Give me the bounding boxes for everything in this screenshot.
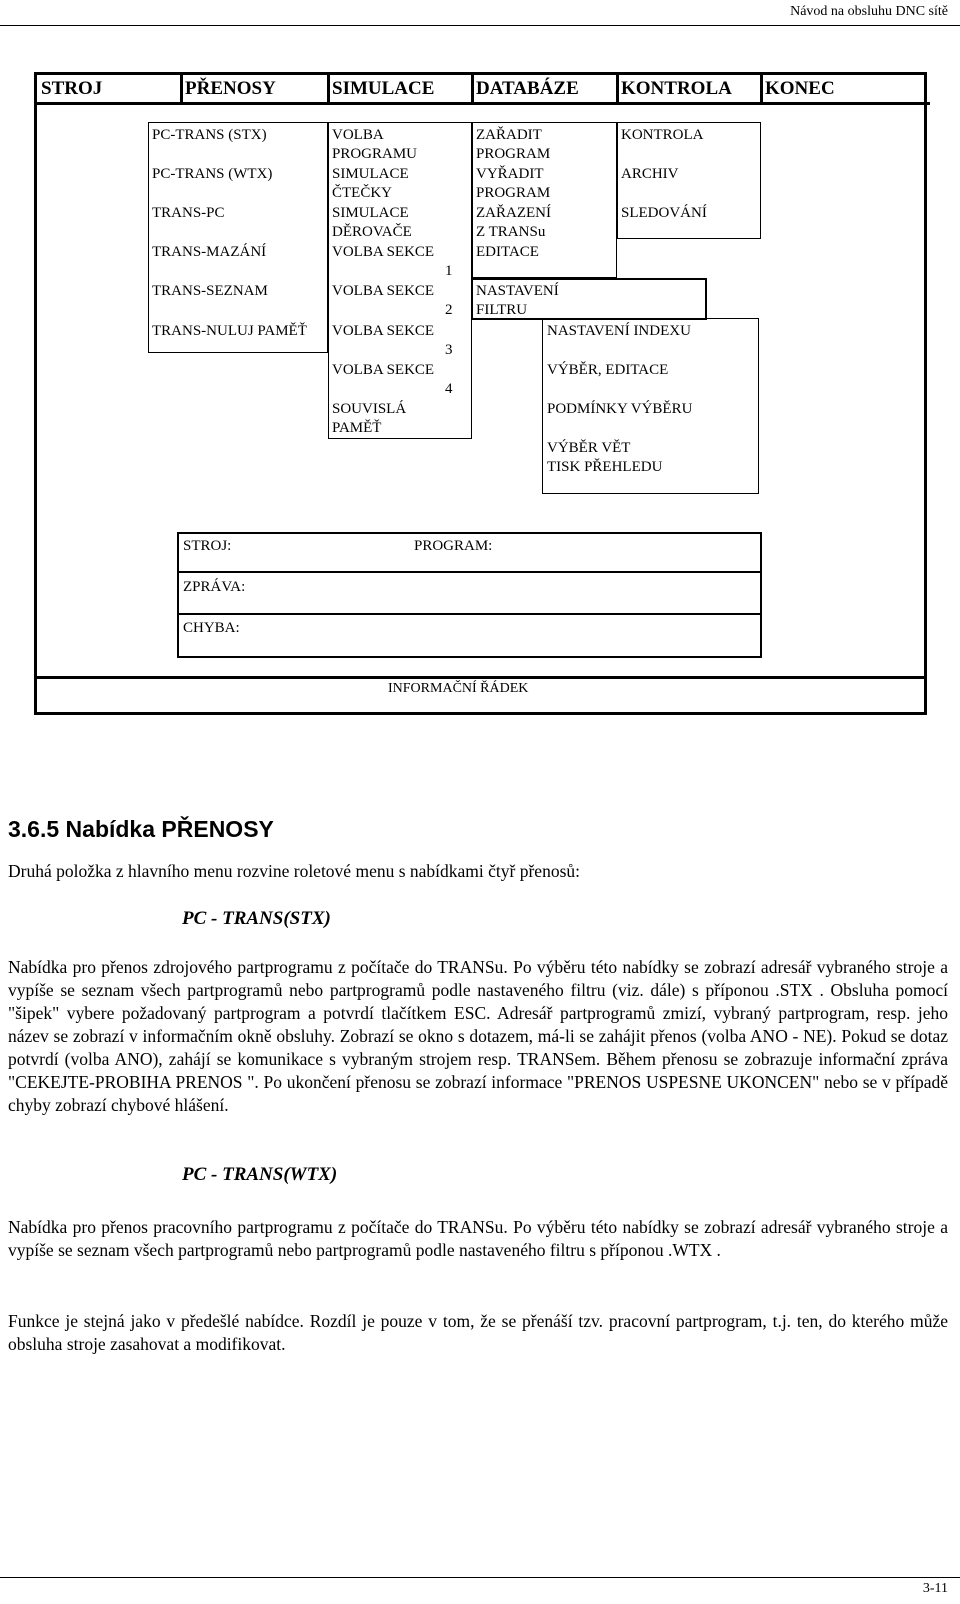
page-number: 3-11 [922,1581,948,1596]
submenu-item-simulace-derovace-line2: DĚROVAČE [332,224,412,240]
submenu-item-nastaveni-filtru[interactable]: NASTAVENÍ [476,283,559,299]
submenu-item-nastaveni-filtru-line2: FILTRU [476,302,528,318]
submenu-item-volba-sekce-4[interactable]: VOLBA SEKCE [332,362,435,378]
submenu-item-editace[interactable]: EDITACE [476,244,539,260]
footer-rule [0,1577,960,1578]
document-header-title: Návod na obsluhu DNC sítě [790,4,948,19]
submenu-item-zaradit-program-line2: PROGRAM [476,146,551,162]
paragraph-wtx: Nabídka pro přenos pracovního partprogramu z počítače do TRANSu. Po výběru této nabídky se zobrazí adresář vybraného stroje a vypíše se seznam všech partprogramů nebo partprogramů podle nastaveného filtru s příponou .WTX . [8,1217,948,1260]
header-rule [0,25,960,26]
submenu-item-volba-sekce-3[interactable]: VOLBA SEKCE [332,323,435,339]
submenu-item-kontrola[interactable]: KONTROLA [621,127,704,143]
submenu-item-pc-trans-wtx[interactable]: PC-TRANS (WTX) [152,166,273,182]
submenu-item-volba-sekce-1-number: 1 [445,263,453,279]
submenu-item-vyradit-program[interactable]: VYŘADIT [476,166,544,182]
submenu-item-sledovani[interactable]: SLEDOVÁNÍ [621,205,707,221]
menu-separator [180,75,183,102]
submenu-item-volba-sekce-4-number: 4 [445,381,453,397]
info-chyba-label: CHYBA: [183,620,240,636]
info-panel-divider [177,613,762,615]
submenu-item-souvisla-pamet-line2: PAMĚŤ [332,420,382,436]
submenu-item-podminky-vyberu[interactable]: PODMÍNKY VÝBĚRU [547,401,693,417]
menu-item-konec[interactable]: KONEC [765,78,835,99]
menu-item-stroj[interactable]: STROJ [41,78,103,99]
menu-separator [471,75,474,102]
submenu-item-pc-trans-stx[interactable]: PC-TRANS (STX) [152,127,267,143]
submenu-item-trans-pc[interactable]: TRANS-PC [152,205,225,221]
menu-item-kontrola[interactable]: KONTROLA [621,78,732,99]
submenu-item-volba-sekce-3-number: 3 [445,342,453,358]
menu-separator [760,75,763,102]
submenu-item-souvisla-pamet[interactable]: SOUVISLÁ [332,401,407,417]
submenu-item-zaradit-program[interactable]: ZAŘADIT [476,127,542,143]
subheading-pc-trans-stx: PC - TRANS(STX) [182,908,331,929]
submenu-item-simulace-ctecky[interactable]: SIMULACE [332,166,409,182]
menu-separator [616,75,619,102]
menu-item-prenosy[interactable]: PŘENOSY [185,78,276,99]
info-zprava-label: ZPRÁVA: [183,579,246,595]
menu-item-databaze[interactable]: DATABÁZE [476,78,579,99]
intro-paragraph: Druhá položka z hlavního menu rozvine roletové menu s nabídkami čtyř přenosů: [8,861,580,881]
prenosy-submenu [148,122,328,353]
info-radek-label: INFORMAČNÍ ŘÁDEK [388,681,529,696]
submenu-item-volba-programu[interactable]: VOLBA [332,127,384,143]
submenu-item-trans-nuluj[interactable]: TRANS-NULUJ PAMĚŤ [152,323,307,339]
paragraph-funkce: Funkce je stejná jako v předešlé nabídce. Rozdíl je pouze v tom, že se přenáší tzv. pracovní partprogram, t.j. ten, do kterého může obsluha stroje zasahovat a modifikovat. [8,1311,948,1354]
submenu-item-archiv[interactable]: ARCHIV [621,166,679,182]
submenu-item-tisk-prehledu[interactable]: TISK PŘEHLEDU [547,459,663,475]
submenu-item-trans-mazani[interactable]: TRANS-MAZÁNÍ [152,244,267,260]
submenu-item-volba-sekce-1[interactable]: VOLBA SEKCE [332,244,435,260]
submenu-item-vyber-editace[interactable]: VÝBĚR, EDITACE [547,362,669,378]
menu-separator [327,75,330,102]
main-menu-bar [37,75,930,105]
menu-item-simulace[interactable]: SIMULACE [332,78,435,99]
submenu-item-trans-seznam[interactable]: TRANS-SEZNAM [152,283,268,299]
submenu-item-vyradit-program-line2: PROGRAM [476,185,551,201]
info-panel-divider [177,571,762,573]
info-program-label: PROGRAM: [414,538,493,554]
section-heading: 3.6.5 Nabídka PŘENOSY [8,816,274,842]
submenu-item-vyber-vet[interactable]: VÝBĚR VĚT [547,440,631,456]
submenu-item-nastaveni-indexu[interactable]: NASTAVENÍ INDEXU [547,323,691,339]
subheading-pc-trans-wtx: PC - TRANS(WTX) [182,1164,338,1185]
submenu-item-simulace-ctecky-line2: ČTEČKY [332,185,392,201]
info-stroj-label: STROJ: [183,538,232,554]
paragraph-stx: Nabídka pro přenos zdrojového partprogramu z počítače do TRANSu. Po výběru této nabídky se zobrazí adresář vybraného stroje a vypíše se seznam všech partprogramů nebo partprogramů podle nastaveného filtru (viz. dále) s příponou .STX . Obsluha pomocí "šipek" vybere požadovaný partprogram a potvrdí tlačítkem ESC. Adresář partprogramů zmizí, vybraný partprogram, resp. jeho název se zobrazí v informačním okně obsluhy. Zobrazí se okno s dotazem, má-li se zahájit přenos (volba ANO - NE). Pokud se dotaz potvrdí (volba ANO), zahájí se komunikace s vybraným strojem resp. TRANSem. Během přenosu se zobrazuje informační zpráva "CEKEJTE-PROBIHA PRENOS ". Po ukončení přenosu se zobrazí informace "PRENOS USPESNE UKONCEN" nebo se v případě chyby zobrazí chybové hlášení. [8,957,948,1115]
menu-diagram [34,72,927,715]
info-line-divider [37,676,924,679]
submenu-item-volba-programu-line2: PROGRAMU [332,146,418,162]
submenu-item-zarazeni-z-transu-line2: Z TRANSu [476,224,546,240]
submenu-item-zarazeni-z-transu[interactable]: ZAŘAZENÍ [476,205,551,221]
submenu-item-simulace-derovace[interactable]: SIMULACE [332,205,409,221]
submenu-item-volba-sekce-2-number: 2 [445,302,453,318]
submenu-item-volba-sekce-2[interactable]: VOLBA SEKCE [332,283,435,299]
